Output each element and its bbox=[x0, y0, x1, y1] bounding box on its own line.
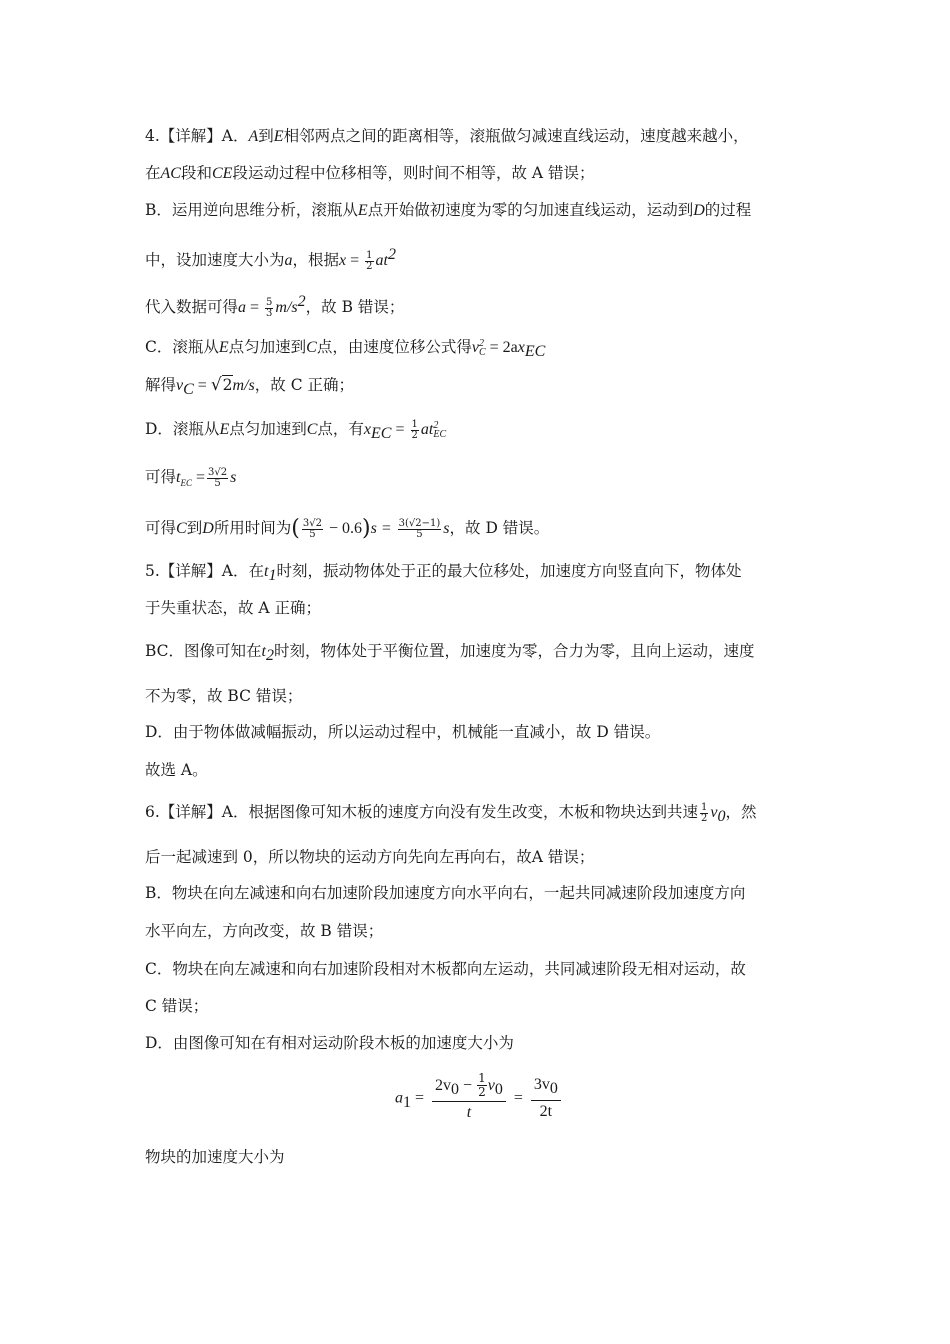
math-var: C bbox=[306, 421, 318, 438]
q4-text: 点，由速度位移公式得 bbox=[316, 338, 472, 356]
sqrt-radicand: 2 bbox=[222, 376, 233, 394]
paren-right: ) bbox=[362, 516, 371, 541]
q6-text: 6.【详解】A．根据图像可知木板的速度方向没有发生改变，木板和物块达到共速 bbox=[145, 803, 698, 821]
math-var: m/s bbox=[275, 299, 298, 317]
q4-text: 段和 bbox=[180, 164, 212, 182]
math-sub: 1 bbox=[268, 567, 277, 585]
q5-line-2: 于失重状态，故 A 正确； bbox=[145, 599, 322, 617]
q4-line-8 bbox=[145, 419, 446, 444]
fraction-numerator bbox=[531, 1073, 561, 1101]
q4-line-6 bbox=[145, 337, 545, 362]
q4-text: 解得 bbox=[145, 376, 177, 394]
math-var: v bbox=[487, 1077, 495, 1094]
q5-line-1 bbox=[145, 561, 741, 586]
q4-text: B．运用逆向思维分析，滚瓶从 bbox=[145, 201, 358, 219]
math-var: s = bbox=[370, 520, 396, 537]
fraction-denominator: 2t bbox=[539, 1103, 553, 1121]
math-sub: EC bbox=[524, 343, 546, 361]
q5-line-3 bbox=[145, 641, 755, 666]
fraction bbox=[398, 519, 442, 540]
q4-text: ，根据 bbox=[292, 251, 340, 270]
math-var: D bbox=[693, 202, 705, 219]
math-sup: 2 bbox=[478, 338, 484, 349]
math-sub: 0 bbox=[717, 808, 726, 826]
math-var: m/s bbox=[232, 377, 255, 394]
q4-text: 中，设加速度大小为 bbox=[145, 251, 285, 270]
supsub bbox=[479, 339, 486, 357]
math-op: = 2a bbox=[485, 339, 518, 356]
fraction bbox=[531, 1073, 561, 1123]
math-op: = bbox=[509, 1089, 527, 1107]
fraction-denominator: 5 bbox=[214, 477, 221, 489]
q5-text: 5.【详解】A．在 bbox=[145, 562, 264, 580]
math-op: = bbox=[346, 252, 364, 270]
q4-text: ，故 C 正确； bbox=[254, 376, 354, 394]
math-sub: EC bbox=[433, 429, 447, 440]
math-var: x bbox=[339, 252, 347, 270]
math-var: s bbox=[443, 520, 450, 537]
math-op: − 0.6 bbox=[324, 520, 363, 537]
math-op: = bbox=[191, 469, 206, 486]
fraction-denominator: 5 bbox=[309, 528, 316, 540]
q4-text: 可得 bbox=[145, 519, 177, 537]
math-var: t bbox=[261, 643, 266, 660]
q4-text: 点开始做初速度为零的匀加速直线运动，运动到 bbox=[367, 201, 694, 219]
q4-text: 到 bbox=[186, 519, 203, 537]
q4-text: 点匀加速到 bbox=[228, 338, 307, 356]
math-sub: C bbox=[183, 381, 194, 399]
q6-line-4: 水平向左，方向改变，故 B 错误； bbox=[145, 922, 384, 940]
q4-line-2 bbox=[145, 163, 595, 184]
math-op: = bbox=[391, 421, 409, 438]
q5-line-5: D．由于物体做减幅振动，所以运动过程中，机械能一直减小，故 D 错误。 bbox=[145, 723, 661, 741]
fraction-numerator: 1 bbox=[701, 801, 708, 813]
math-var: CE bbox=[211, 165, 233, 182]
math-var: C bbox=[176, 520, 187, 537]
display-equation bbox=[395, 1072, 565, 1124]
math-var: v bbox=[710, 804, 718, 821]
math-var: A bbox=[248, 128, 259, 145]
math-sub: 0 bbox=[549, 1080, 558, 1098]
q4-text: 可得 bbox=[145, 468, 177, 486]
q4-line-7 bbox=[145, 375, 354, 400]
fraction bbox=[432, 1072, 506, 1124]
q5-text: BC．图像可知在 bbox=[145, 642, 262, 660]
math-var: v bbox=[471, 339, 479, 356]
math-op: = bbox=[246, 299, 264, 317]
fraction-denominator: t bbox=[466, 1104, 472, 1122]
q4-text: 4.【详解】A． bbox=[145, 127, 249, 145]
math-var: v bbox=[176, 377, 184, 394]
math-sub: EC bbox=[371, 425, 392, 443]
math-var: D bbox=[202, 520, 214, 537]
fraction-numerator: 3(√2−1) bbox=[398, 517, 441, 529]
fraction-numerator: 1 bbox=[478, 1071, 486, 1085]
q5-text: 时刻，物体处于平衡位置，加速度为零，合力为零，且向上运动，速度 bbox=[274, 642, 755, 660]
math-term: 2v bbox=[435, 1077, 452, 1094]
math-op: = bbox=[193, 377, 211, 394]
math-sub: EC bbox=[180, 478, 192, 489]
math-var: t bbox=[176, 469, 181, 486]
q4-text: 代入数据可得 bbox=[145, 298, 239, 317]
math-var: x bbox=[517, 339, 525, 356]
q5-line-6: 故选 A。 bbox=[145, 761, 208, 779]
fraction-numerator: 1 bbox=[411, 418, 418, 430]
math-var: C bbox=[306, 339, 317, 356]
math-var: at bbox=[420, 421, 434, 438]
q4-line-4 bbox=[145, 245, 396, 272]
q6-line-7: D．由图像可知在有相对运动阶段木板的加速度大小为 bbox=[145, 1034, 514, 1052]
fraction-denominator: 3 bbox=[266, 307, 273, 319]
q4-text: 点匀加速到 bbox=[229, 420, 307, 438]
fraction bbox=[265, 298, 273, 319]
fraction bbox=[207, 468, 228, 489]
q4-text: 的过程 bbox=[704, 201, 752, 219]
q4-line-5 bbox=[145, 292, 404, 319]
fraction-denominator: 2 bbox=[701, 812, 708, 824]
q4-text: 在 bbox=[145, 164, 161, 182]
math-var: a bbox=[395, 1089, 403, 1107]
q4-line-9 bbox=[145, 467, 236, 493]
q4-text: 到 bbox=[258, 127, 274, 145]
q4-text: C．滚瓶从 bbox=[145, 338, 219, 356]
fraction-denominator: 2 bbox=[478, 1085, 486, 1099]
math-sub: 0 bbox=[451, 1081, 460, 1099]
math-sup: 2 bbox=[433, 420, 439, 431]
fraction bbox=[365, 251, 373, 272]
math-term: 3v bbox=[533, 1076, 550, 1093]
fraction-denominator: 5 bbox=[416, 528, 423, 540]
fraction-numerator: 3√2 bbox=[302, 517, 322, 529]
fraction-denominator: 2 bbox=[366, 260, 373, 272]
sqrt-sign: √ bbox=[210, 375, 222, 395]
math-sub: 1 bbox=[403, 1093, 411, 1111]
fraction-denominator: 2 bbox=[411, 429, 418, 441]
fraction bbox=[477, 1072, 487, 1099]
math-sup: 2 bbox=[297, 293, 306, 310]
math-var: E bbox=[357, 202, 368, 219]
supsub bbox=[433, 421, 446, 439]
q5-text: 时刻，振动物体处于正的最大位移处，加速度方向竖直向下，物体处 bbox=[276, 562, 742, 580]
fraction-numerator: 3√2 bbox=[208, 466, 228, 478]
q4-text: ，故 B 错误； bbox=[305, 298, 405, 317]
math-var: E bbox=[273, 128, 284, 145]
q6-line-1 bbox=[145, 802, 757, 827]
math-sup: 2 bbox=[388, 246, 396, 263]
q4-line-10 bbox=[145, 518, 549, 540]
q6-line-6: C 错误； bbox=[145, 997, 209, 1015]
math-sub: 2 bbox=[266, 647, 274, 665]
fraction-numerator: 1 bbox=[366, 249, 373, 261]
math-var: E bbox=[219, 421, 230, 438]
math-op: − bbox=[459, 1077, 477, 1094]
q6-line-3: B．物块在向左减速和向右加速阶段加速度方向水平向右，一起共同减速阶段加速度方向 bbox=[145, 884, 746, 902]
q4-text: 相邻两点之间的距离相等，滚瓶做匀减速直线运动，速度越来越小， bbox=[283, 127, 749, 145]
paren-left: ( bbox=[291, 516, 300, 541]
math-var: s bbox=[230, 469, 237, 486]
fraction-numerator: 5 bbox=[266, 296, 273, 308]
q4-text: 段运动过程中位移相等，则时间不相等，故 A 错误； bbox=[232, 164, 595, 182]
math-var: t bbox=[263, 563, 269, 580]
math-var: E bbox=[218, 339, 229, 356]
q6-line-5: C．物块在向左减速和向右加速阶段相对木板都向左运动，共同减速阶段无相对运动，故 bbox=[145, 960, 746, 978]
q4-line-1 bbox=[145, 126, 749, 147]
math-op: = bbox=[411, 1089, 429, 1107]
math-var: at bbox=[375, 252, 388, 270]
q4-text: ，故 D 错误。 bbox=[449, 519, 550, 537]
q4-text: D．滚瓶从 bbox=[145, 420, 220, 438]
math-sub: 0 bbox=[494, 1081, 503, 1099]
math-var: a bbox=[238, 299, 247, 317]
fraction-numerator bbox=[432, 1072, 506, 1102]
q4-text: 点，有 bbox=[317, 420, 364, 438]
fraction bbox=[302, 519, 323, 540]
q5-line-4: 不为零，故 BC 错误； bbox=[145, 687, 303, 705]
fraction bbox=[700, 803, 708, 824]
math-sub: C bbox=[478, 347, 486, 358]
q4-text: 所用时间为 bbox=[213, 519, 292, 537]
q4-line-3 bbox=[145, 200, 751, 221]
math-var: AC bbox=[160, 165, 181, 182]
fraction bbox=[411, 420, 419, 441]
math-var: x bbox=[363, 421, 372, 438]
q6-line-2: 后一起减速到 0，所以物块的运动方向先向左再向右，故A 错误； bbox=[145, 848, 595, 866]
q6-text: ，然 bbox=[725, 803, 757, 821]
math-var: a bbox=[284, 252, 293, 270]
q6-line-8: 物块的加速度大小为 bbox=[145, 1148, 285, 1166]
